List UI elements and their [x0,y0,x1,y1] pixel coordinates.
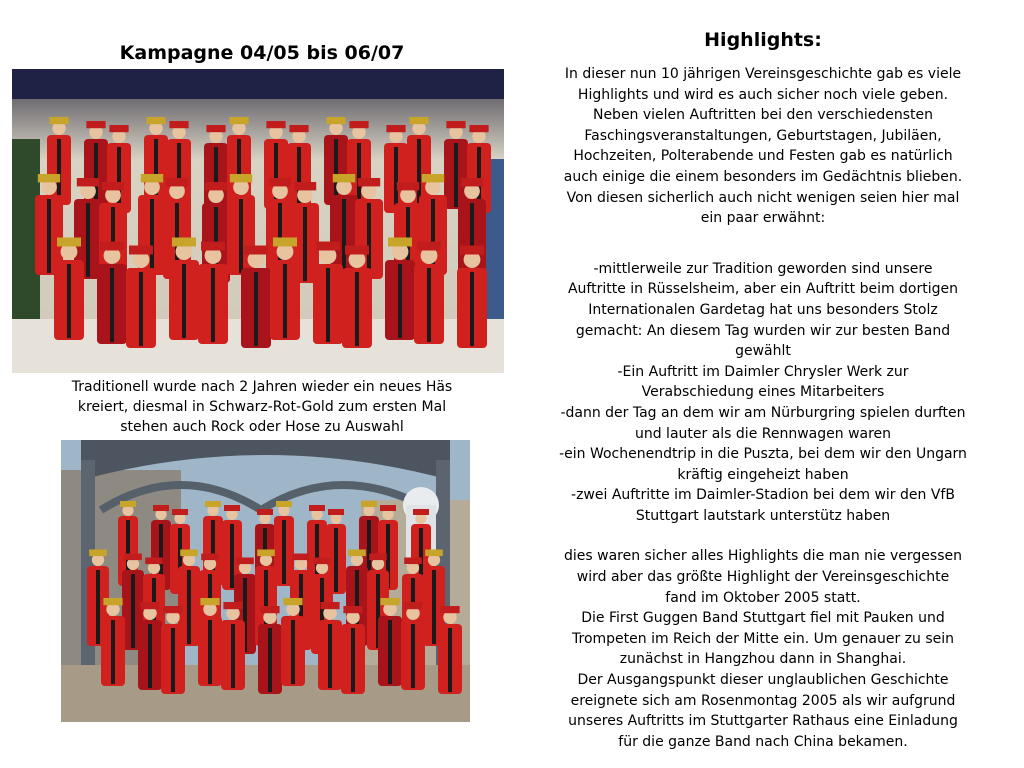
campaign-title: Kampagne 04/05 bis 06/07 [119,42,405,64]
text-line: Highlights und wird es auch sicher noch viele geben. [577,86,949,103]
text-line: Neben vielen Auftritten bei den verschiedensten [592,107,934,124]
text-line: Trompeten im Reich der Mitte ein. Um genauer zu sein [572,630,954,647]
text-line: Verabschiedung eines Mitarbeiters [641,384,885,401]
text-line: In dieser nun 10 jährigen Vereinsgeschichte gab es viele [564,66,962,82]
text-line: auch einige die einem besonders im Gedächtnis blieben. [563,168,963,185]
text-line: unseres Auftritts im Stuttgarter Rathaus eine Einladung [568,713,958,730]
intro-paragraph [528,64,998,229]
text-line: -dann der Tag an dem wir am Nürburgring spielen durften [560,404,966,421]
text-line: Von diesen sicherlich auch nicht wenigen seien hier mal [566,189,960,206]
text-line: -Ein Auftritt im Daimler Chrysler Werk zur [617,363,909,380]
group-photo-indoor [12,69,504,373]
text-line: Die First Guggen Band Stuttgart fiel mit Pauken und [581,610,945,627]
text-line: Auftritte in Rüsselsheim, aber ein Auftritt beim dortigen [567,281,959,298]
text-line: kräftig eingeheizt haben [677,466,849,483]
text-line: Internationalen Gardetag hat uns besonders Stolz [588,301,938,318]
text-line: und lauter als die Rennwagen waren [634,425,892,442]
highlights-heading: Highlights: [704,29,822,51]
text-line: ereignete sich am Rosenmontag 2005 als wir aufgrund [570,692,956,709]
text-line: -mittlerweile zur Tradition geworden sind unsere [593,260,933,277]
band-photo-outdoor [61,440,470,722]
text-line: Hochzeiten, Polterabende und Festen gab es natürlich [573,148,953,165]
text-line: zunächst in Hangzhou dann in Shanghai. [619,651,907,668]
caption-line: stehen auch Rock oder Hose zu Auswahl [120,419,404,435]
text-line: gemacht: An diesem Tag wurden wir zur besten Band [575,322,951,339]
text-line: wird aber das größte Highlight der Vereinsgeschichte [576,569,950,586]
caption-line: Traditionell wurde nach 2 Jahren wieder ein neues Häs [71,379,453,395]
text-line: Stuttgart lautstark unterstütz haben [635,507,891,524]
text-line: Der Ausgangspunkt dieser unglaublichen Geschichte [577,672,949,689]
text-line: -ein Wochenendtrip in die Puszta, bei dem wir den Ungarn [559,446,967,463]
photo-caption [12,377,512,437]
text-line: fand im Oktober 2005 statt. [665,589,861,606]
text-line: -zwei Auftritte im Daimler-Stadion bei dem wir den VfB [571,487,955,504]
closing-paragraph [528,546,998,752]
text-line: für die ganze Band nach China bekamen. [618,733,908,750]
text-line: Faschingsveranstaltungen, Geburtstagen, Jubiläen, [584,127,942,144]
text-line: dies waren sicher alles Highlights die man nie vergessen [564,548,962,565]
highlights-column [528,0,998,752]
caption-line: kreiert, diesmal in Schwarz-Rot-Gold zum ersten Mal [77,399,447,415]
text-line: gewählt [735,343,791,360]
highlights-list [528,259,998,527]
text-line: ein paar erwähnt: [700,210,826,227]
